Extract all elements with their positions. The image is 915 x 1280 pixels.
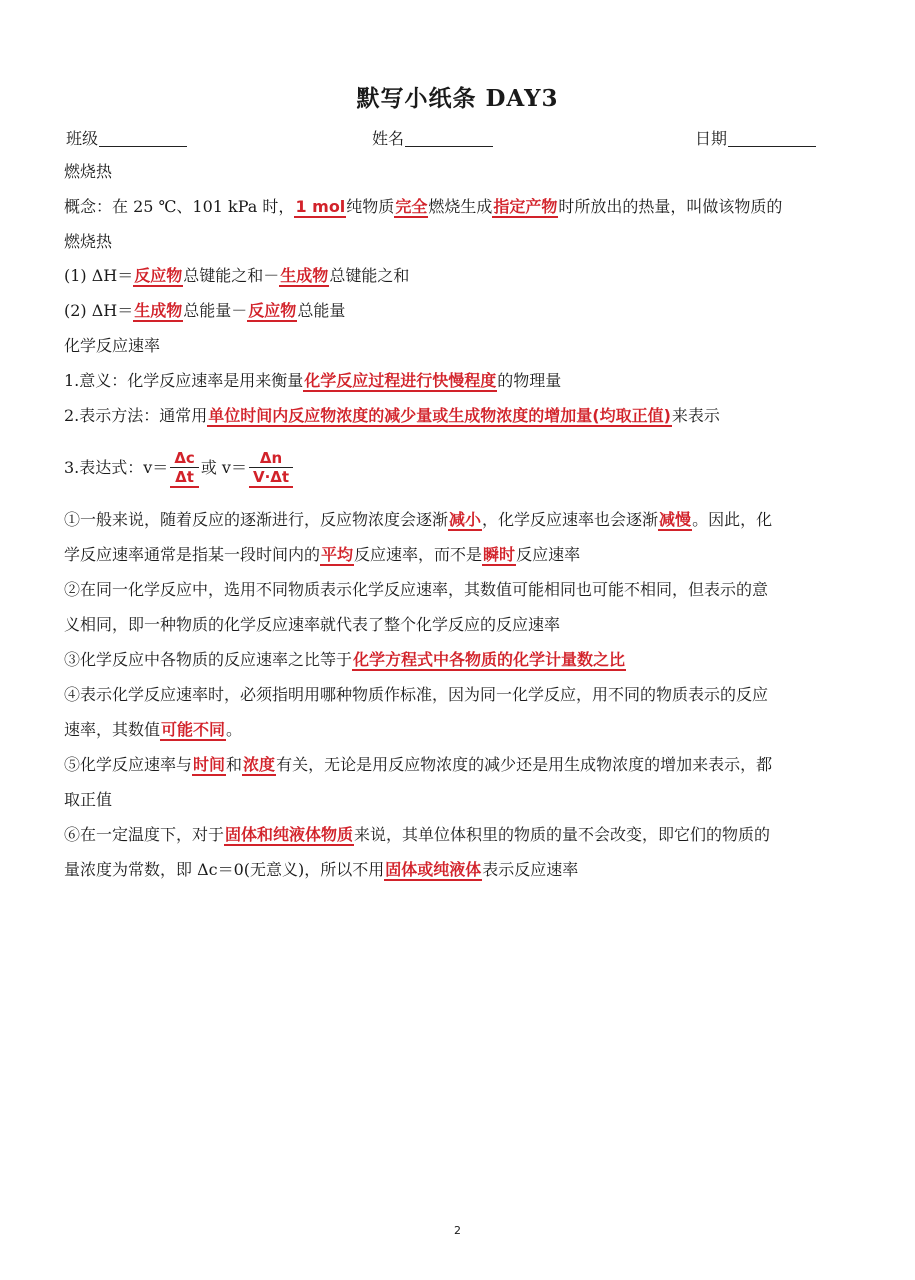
text: 速率，其数值 <box>64 720 161 739</box>
text: 。因此，化 <box>692 510 773 529</box>
answer-blank: 减慢 <box>659 510 692 529</box>
text: 有关，无论是用反应物浓度的减少还是用生成物浓度的增加来表示，都 <box>276 755 773 774</box>
answer-blank: 固体和纯液体物质 <box>225 825 354 844</box>
answer-blank: 反应物 <box>248 301 297 320</box>
expression-line <box>64 446 864 490</box>
name-label: 姓名 <box>372 129 405 148</box>
text: ③化学反应中各物质的反应速率之比等于 <box>64 650 353 669</box>
name-field <box>372 126 493 149</box>
answer-blank: 指定产物 <box>493 197 558 216</box>
answer-blank: 化学方程式中各物质的化学计量数之比 <box>353 650 626 669</box>
text: 和 <box>226 755 243 774</box>
note-1-line-1 <box>64 509 864 531</box>
note-6-line-2 <box>64 859 864 881</box>
note-6-line-1 <box>64 824 864 846</box>
answer-blank: 生成物 <box>134 301 183 320</box>
formula-line-2 <box>64 300 864 322</box>
answer-blank: 单位时间内反应物浓度的减少量或生成物浓度的增加量(均取正值) <box>208 406 671 425</box>
answer-blank: 瞬时 <box>483 545 516 564</box>
note-4-line-1: ④表示化学反应速率时，必须指明用哪种物质作标准，因为同一化学反应，用不同的物质表示的反应 <box>64 685 769 704</box>
name-blank <box>405 130 493 147</box>
numerator: Δc <box>170 449 199 468</box>
text: 2.表示方法：通常用 <box>64 406 208 425</box>
text: 来表示 <box>671 406 720 425</box>
formula-line-1 <box>64 265 864 287</box>
answer-blank: 固体或纯液体 <box>385 860 482 879</box>
meaning-line <box>64 370 864 392</box>
text: 表示反应速率 <box>482 860 579 879</box>
text: ⑥在一定温度下，对于 <box>64 825 225 844</box>
text: 的物理量 <box>497 371 562 390</box>
note-5-line-1 <box>64 754 864 776</box>
text: 1.意义：化学反应速率是用来衡量 <box>64 371 304 390</box>
page-title: 默写小纸条 DAY3 <box>356 85 559 112</box>
fraction-dc-dt <box>170 449 199 488</box>
concept-line-2: 燃烧热 <box>64 232 113 251</box>
section-heading-combustion: 燃烧热 <box>64 162 113 181</box>
denominator: V·Δt <box>249 468 293 488</box>
section-heading-rate: 化学反应速率 <box>64 336 161 355</box>
class-blank <box>99 130 187 147</box>
text: 时所放出的热量，叫做该物质的 <box>558 197 783 216</box>
answer-blank: 平均 <box>321 545 354 564</box>
note-3-line <box>64 649 864 671</box>
text: ⑤化学反应速率与 <box>64 755 193 774</box>
date-field <box>695 126 816 149</box>
text: ，化学反应速率也会逐渐 <box>482 510 659 529</box>
note-2-line-2: 义相同，即一种物质的化学反应速率就代表了整个化学反应的反应速率 <box>64 615 561 634</box>
text: 。 <box>226 720 243 739</box>
text: 总键能之和－ <box>183 266 280 285</box>
answer-blank: 反应物 <box>134 266 183 285</box>
representation-line <box>64 405 864 427</box>
note-1-line-2 <box>64 544 864 566</box>
text: 总键能之和 <box>329 266 410 285</box>
text: 燃烧生成 <box>428 197 493 216</box>
answer-blank: 时间 <box>193 755 226 774</box>
date-label: 日期 <box>695 129 728 148</box>
numerator: Δn <box>249 449 293 468</box>
class-field <box>66 126 187 149</box>
date-blank <box>728 130 816 147</box>
note-5-line-2: 取正值 <box>64 790 113 809</box>
text: 学反应速率通常是指某一段时间内的 <box>64 545 321 564</box>
note-2-line-1: ②在同一化学反应中，选用不同物质表示化学反应速率，其数值可能相同也可能不相同，但表示的意 <box>64 580 769 599</box>
class-label: 班级 <box>66 129 99 148</box>
fraction-dn-vdt <box>249 449 293 488</box>
answer-blank: 可能不同 <box>161 720 226 739</box>
answer-blank: 完全 <box>395 197 428 216</box>
text: 量浓度为常数，即 Δc＝0(无意义)，所以不用 <box>64 860 385 879</box>
text: 反应速率 <box>516 545 581 564</box>
answer-blank: 减小 <box>449 510 482 529</box>
text: (2) ΔH＝ <box>64 301 134 320</box>
text: 总能量－ <box>183 301 248 320</box>
answer-blank: 化学反应过程进行快慢程度 <box>304 371 497 390</box>
text: 纯物质 <box>346 197 395 216</box>
text: 3.表达式：v＝ <box>64 458 169 477</box>
text: 概念：在 25 ℃、101 kPa 时， <box>64 197 295 216</box>
note-4-line-2 <box>64 719 864 741</box>
text: 总能量 <box>297 301 346 320</box>
answer-blank: 1 mol <box>295 197 346 216</box>
answer-blank: 浓度 <box>243 755 276 774</box>
denominator: Δt <box>170 468 199 488</box>
page-number: 2 <box>454 1224 461 1237</box>
text: 或 v＝ <box>200 458 247 477</box>
answer-blank: 生成物 <box>280 266 329 285</box>
text: (1) ΔH＝ <box>64 266 134 285</box>
text: ①一般来说，随着反应的逐渐进行，反应物浓度会逐渐 <box>64 510 449 529</box>
concept-line-1 <box>64 196 864 218</box>
text: 反应速率，而不是 <box>354 545 483 564</box>
text: 来说，其单位体积里的物质的量不会改变，即它们的物质的 <box>354 825 771 844</box>
